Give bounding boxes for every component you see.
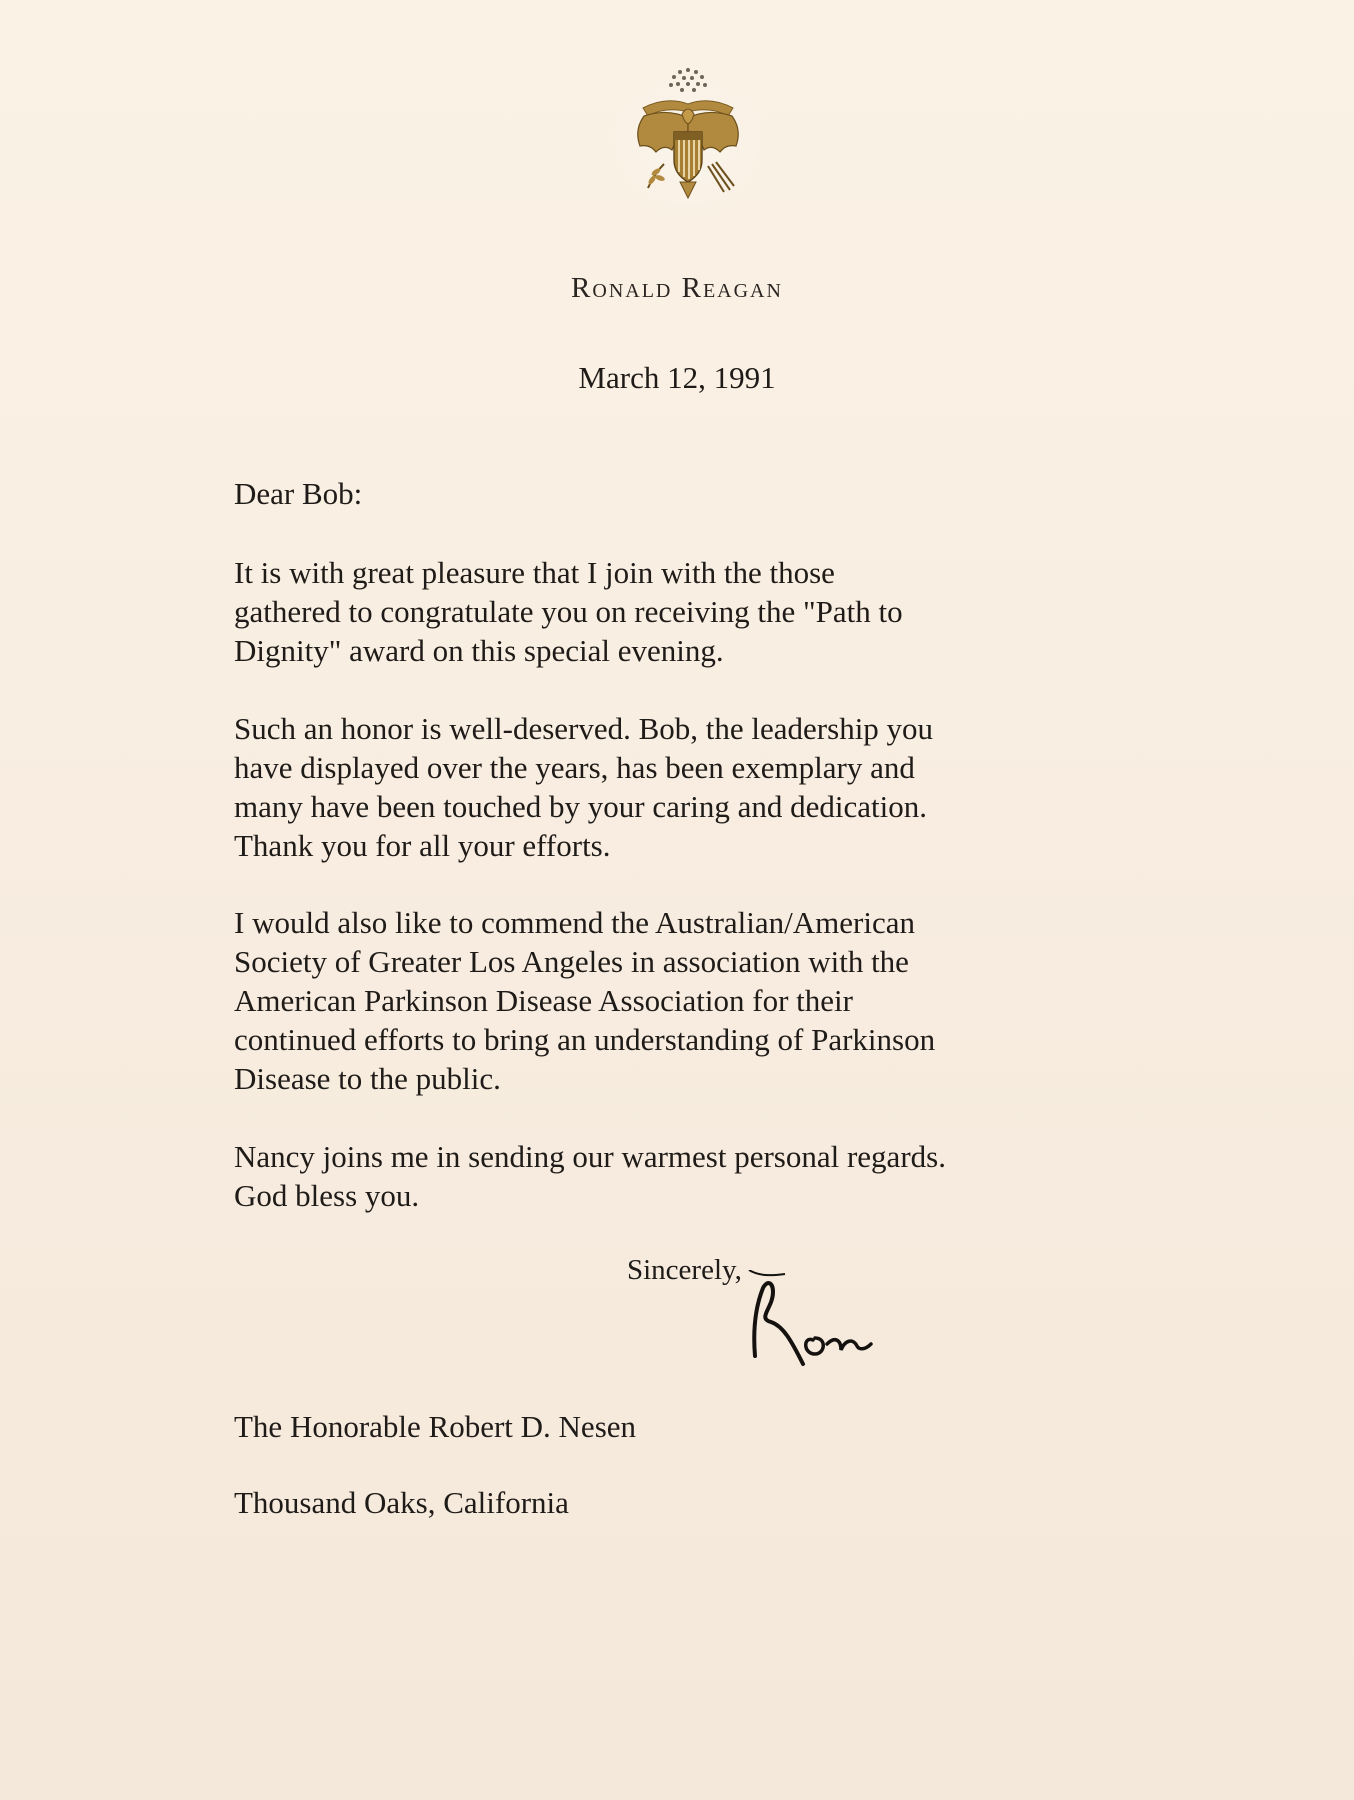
closing: Sincerely, — [627, 1254, 742, 1286]
paragraph-4: Nancy joins me in sending our warmest personal regards. God bless you. — [234, 1139, 946, 1213]
paragraph-1: It is with great pleasure that I join with the those gathered to congratulate you on receiving the "Path to Dignity" award on this special evening. — [234, 555, 903, 668]
paragraph-2: Such an honor is well-deserved. Bob, the leadership you have displayed over the years, has been exemplary and many have been touched by your caring and dedication. Thank you for all your efforts. — [234, 711, 934, 863]
handwritten-signature — [745, 1270, 920, 1380]
recipient-name: The Honorable Robert D. Nesen — [234, 1409, 637, 1444]
paragraph-3: I would also like to commend the Australian/American Society of Greater Los Angeles in association with the American Parkinson Disease Association for their continued efforts to bring an understanding of Parkinson Disease to the public. — [234, 905, 936, 1096]
presidential-eagle-seal-icon — [608, 60, 768, 220]
recipient-location: Thousand Oaks, California — [234, 1485, 569, 1520]
letter-date: March 12, 1991 — [578, 360, 776, 395]
letterhead-name: Ronald Reagan — [571, 272, 783, 304]
salutation: Dear Bob: — [234, 476, 363, 511]
